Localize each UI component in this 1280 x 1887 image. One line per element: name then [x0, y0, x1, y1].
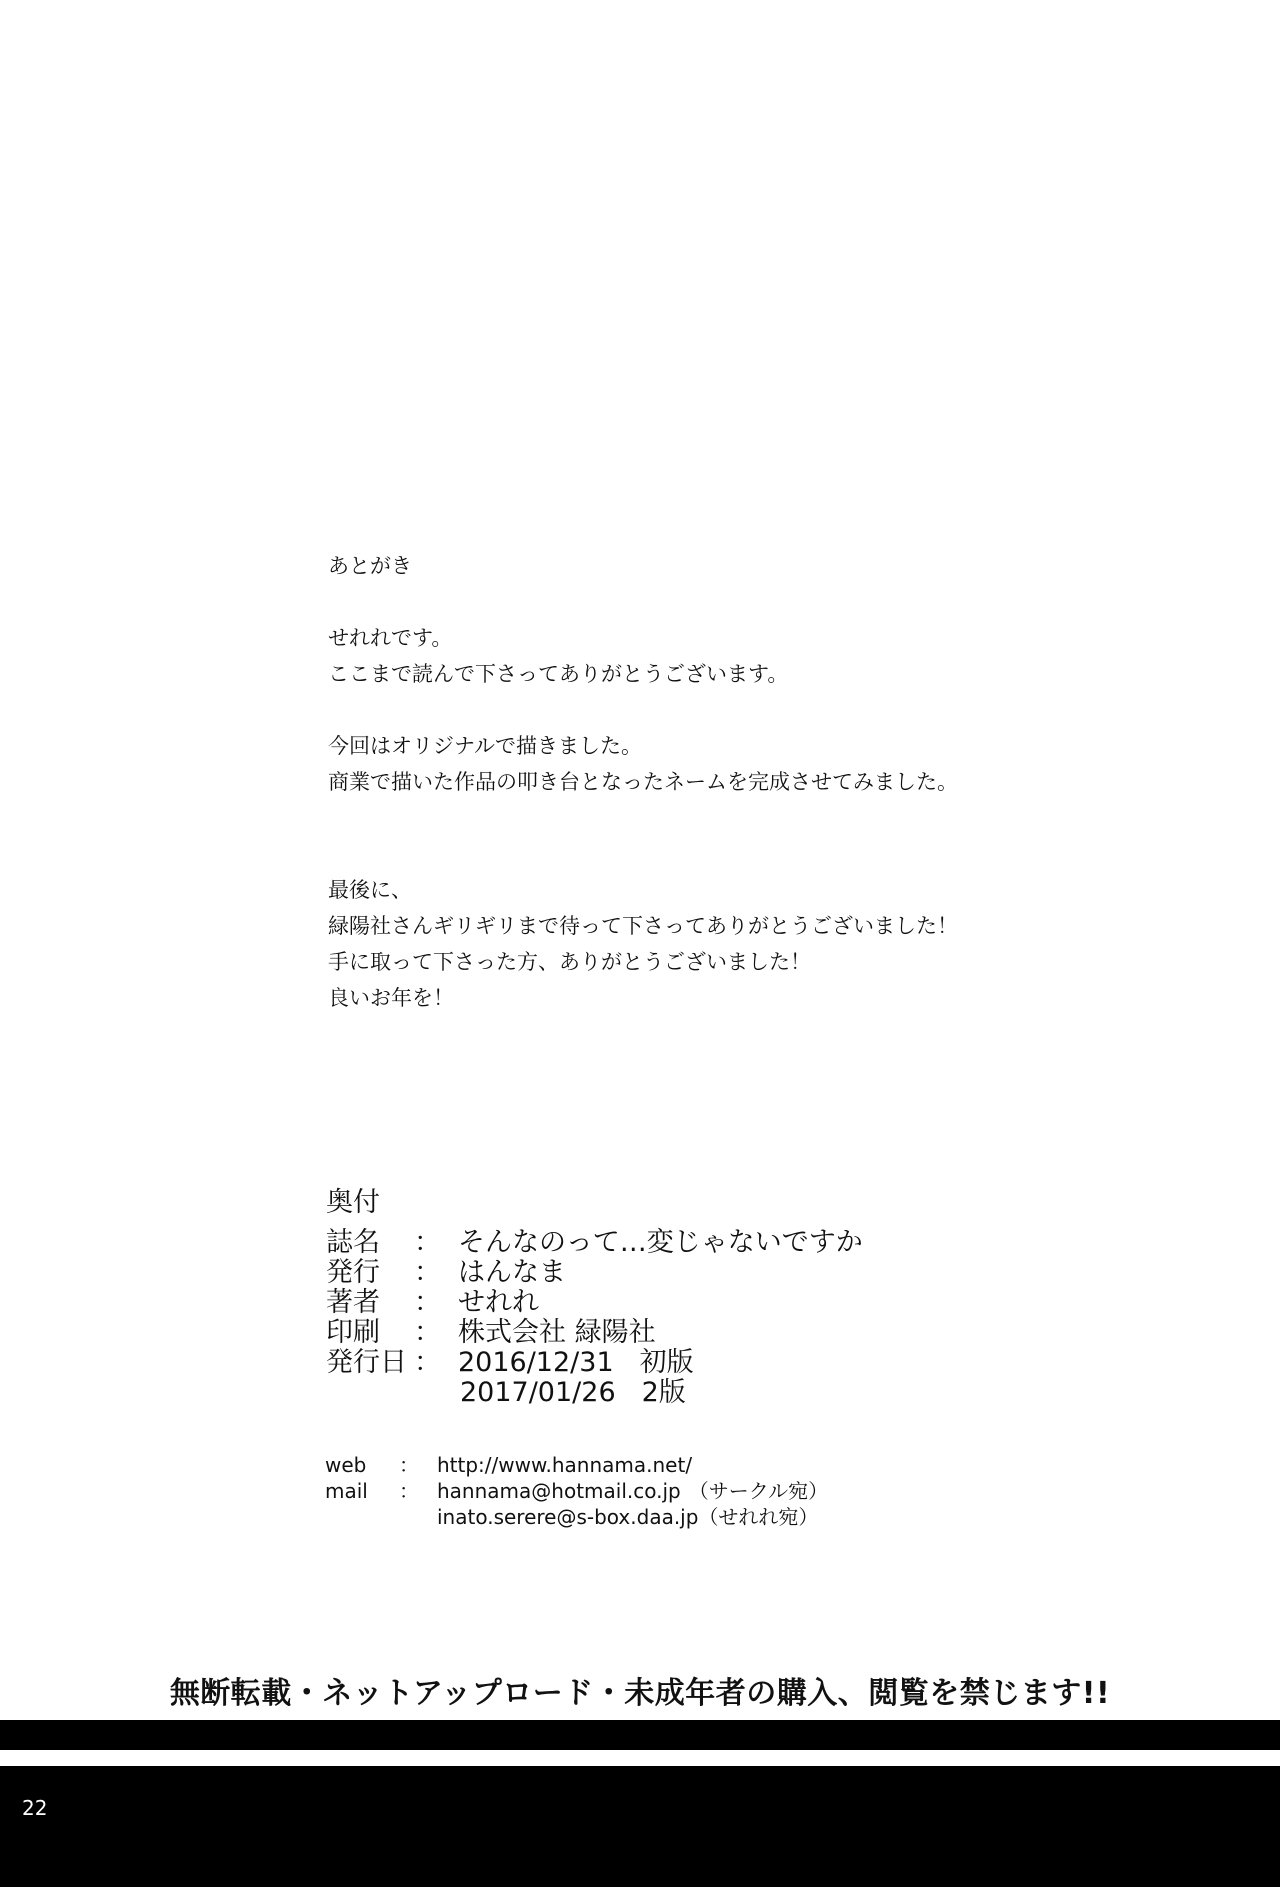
colon-separator: ：	[414, 1227, 441, 1258]
circle-email: hannama@hotmail.co.jp	[437, 1479, 681, 1503]
divider-band	[0, 1720, 1280, 1750]
web-url: http://www.hannama.net/	[437, 1453, 693, 1477]
printer-label: 印刷	[326, 1317, 380, 1348]
mail-row-2	[325, 1504, 828, 1530]
footer-band	[0, 1766, 1280, 1887]
colophon-publisher-row	[326, 1258, 1026, 1288]
afterword-heading: あとがき	[328, 554, 412, 578]
circle-email-note: （サークル宛）	[688, 1479, 829, 1503]
afterword-blank	[328, 584, 1128, 620]
colophon-date-row-2	[326, 1378, 1026, 1408]
colophon-printer-row	[326, 1318, 1026, 1348]
contacts	[325, 1452, 828, 1530]
copyright-notice: 無断転載・ネットアップロード・未成年者の購入、閲覧を禁じます!!	[169, 1676, 1111, 1711]
colophon-date-row	[326, 1348, 1026, 1378]
colon-separator: ：	[399, 1479, 419, 1503]
afterword-line: 商業で描いた作品の叩き台となったネームを完成させてみました。	[328, 770, 958, 794]
mail-row	[325, 1478, 828, 1504]
colon-separator: ：	[414, 1347, 441, 1378]
colon-separator: ：	[414, 1317, 441, 1348]
afterword-line: 良いお年を！	[328, 986, 454, 1010]
page-number: 22	[22, 1796, 48, 1820]
first-edition-note: 初版	[639, 1347, 694, 1378]
afterword-blank	[328, 836, 1128, 872]
author-email-note: （せれれ宛）	[698, 1505, 819, 1529]
colophon-title-row	[326, 1228, 1026, 1258]
colon-separator: ：	[399, 1453, 419, 1477]
date-label: 発行日	[326, 1347, 407, 1378]
title-value: そんなのって…変じゃないですか	[458, 1227, 863, 1258]
second-edition-date: 2017/01/26	[460, 1377, 616, 1408]
author-email: inato.serere@s-box.daa.jp	[437, 1505, 699, 1529]
afterword	[328, 548, 1128, 1016]
colophon-author-row	[326, 1288, 1026, 1318]
colophon	[326, 1188, 1026, 1408]
second-edition-note: 2版	[641, 1377, 686, 1408]
colon-separator: ：	[414, 1287, 441, 1318]
afterword-blank	[328, 692, 1128, 728]
afterword-line: せれれです。	[328, 626, 453, 650]
author-value: せれれ	[458, 1287, 539, 1318]
web-row	[325, 1452, 828, 1478]
afterword-line: 最後に、	[328, 878, 412, 902]
afterword-line: ここまで読んで下さってありがとうございます。	[328, 662, 789, 686]
afterword-blank	[328, 800, 1128, 836]
colon-separator: ：	[414, 1257, 441, 1288]
afterword-line: 手に取って下さった方、ありがとうございました！	[328, 950, 811, 974]
colophon-heading: 奥付	[326, 1187, 380, 1218]
title-label: 誌名	[326, 1227, 380, 1258]
mail-label: mail	[325, 1479, 368, 1503]
printer-value: 株式会社 緑陽社	[458, 1317, 656, 1348]
publisher-label: 発行	[326, 1257, 380, 1288]
publisher-value: はんなま	[458, 1257, 566, 1288]
afterword-line: 緑陽社さんギリギリまで待って下さってありがとうございました！	[328, 914, 958, 938]
author-label: 著者	[326, 1287, 380, 1318]
web-label: web	[325, 1453, 367, 1477]
first-edition-date: 2016/12/31	[458, 1347, 614, 1378]
afterword-line: 今回はオリジナルで描きました。	[328, 734, 642, 758]
